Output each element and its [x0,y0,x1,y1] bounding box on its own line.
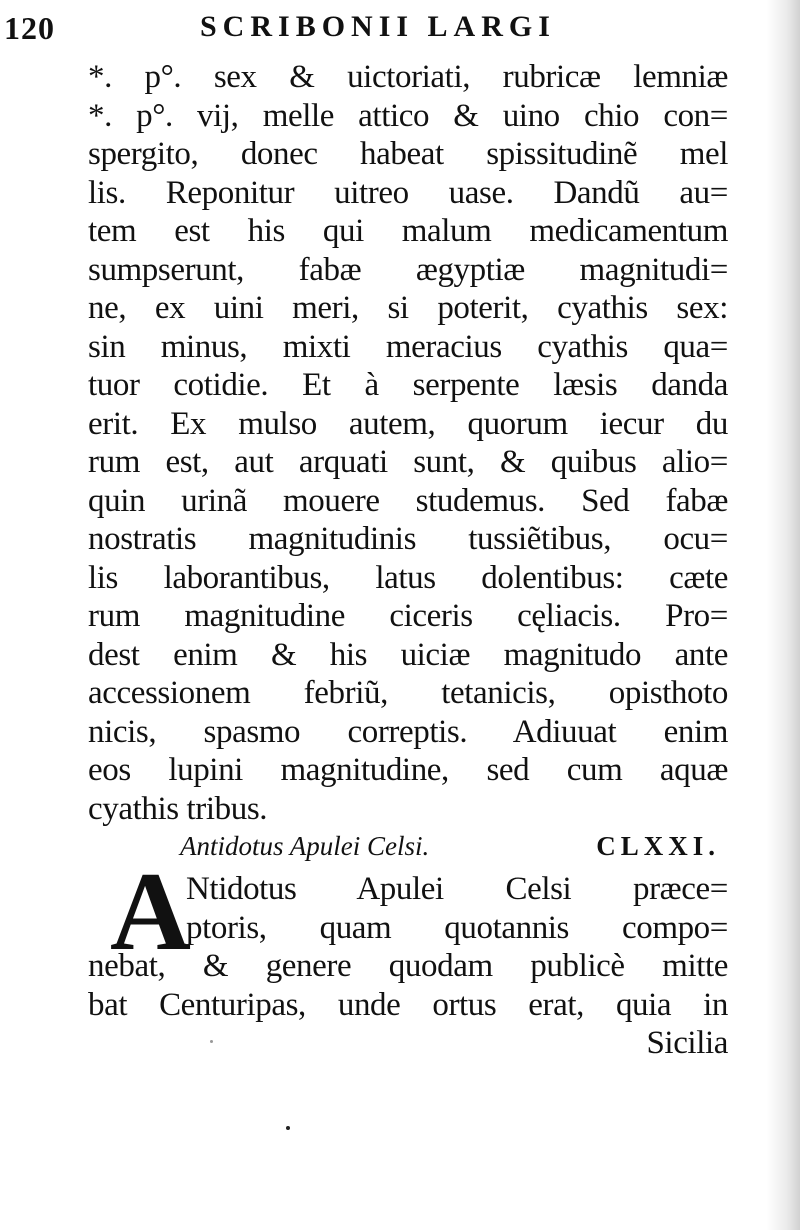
text-line: *. p°. vij, melle attico & uino chio con= [88,97,728,134]
text-line: Ntidotus Apulei Celsi præce= [186,871,728,907]
section-text-block [88,870,728,1063]
text-line: bat Centuripas, unde ortus erat, quia in [88,986,728,1023]
text-line: nostratis magnitudinis tussiẽtibus, ocu= [88,521,728,557]
main-text-block [88,58,728,828]
text-line: lis. Reponitur uitreo uase. Dandũ au= [88,174,728,211]
page-header [0,10,800,54]
text-line: cyathis tribus. [88,790,268,827]
text-line: rum est, aut arquati sunt, & quibus alio= [88,444,728,480]
text-line: tuor cotidie. Et à serpente læsis danda [88,367,728,403]
section-heading [180,831,720,871]
section-number: CLXXI. [596,831,720,861]
page-number: 120 [4,10,55,46]
text-line: accessionem febriũ, tetanicis, opisthoto [88,675,728,711]
ink-speck [286,1126,290,1130]
text-line: nebat, & genere quodam publicè mitte [88,948,728,984]
text-line: sin minus, mixti meracius cyathis qua= [88,328,728,365]
text-line: ne, ex uini meri, si poterit, cyathis sex: [88,290,728,326]
text-line: tem est his qui malum medicamentum [88,213,728,249]
text-line: dest enim & his uiciæ magnitudo ante [88,636,728,673]
text-line: spergito, donec habeat spissitudinẽ mel [88,136,728,172]
text-line: rum magnitudine ciceris cęliacis. Pro= [88,598,728,634]
text-line: lis laborantibus, latus dolentibus: cæte [88,559,728,596]
text-line: eos lupini magnitudine, sed cum aquæ [88,752,728,788]
text-line: nicis, spasmo correptis. Adiuuat enim [88,713,728,750]
drop-cap-initial: A [110,850,191,974]
page-edge-shadow [766,0,800,1230]
section-title: Antidotus Apulei Celsi. [180,831,430,861]
text-line: *. p°. sex & uictoriati, rubricæ lemniæ [88,59,728,95]
catchword: Sicilia [646,1025,728,1061]
running-head: SCRIBONII LARGI [200,10,556,43]
ink-speck [210,1040,213,1043]
text-line: quin urinã mouere studemus. Sed fabæ [88,482,728,519]
text-line: sumpserunt, fabæ ægyptiæ magnitudi= [88,251,728,288]
text-line: ptoris, quam quotannis compo= [186,909,728,946]
text-line: erit. Ex mulso autem, quorum iecur du [88,405,728,442]
